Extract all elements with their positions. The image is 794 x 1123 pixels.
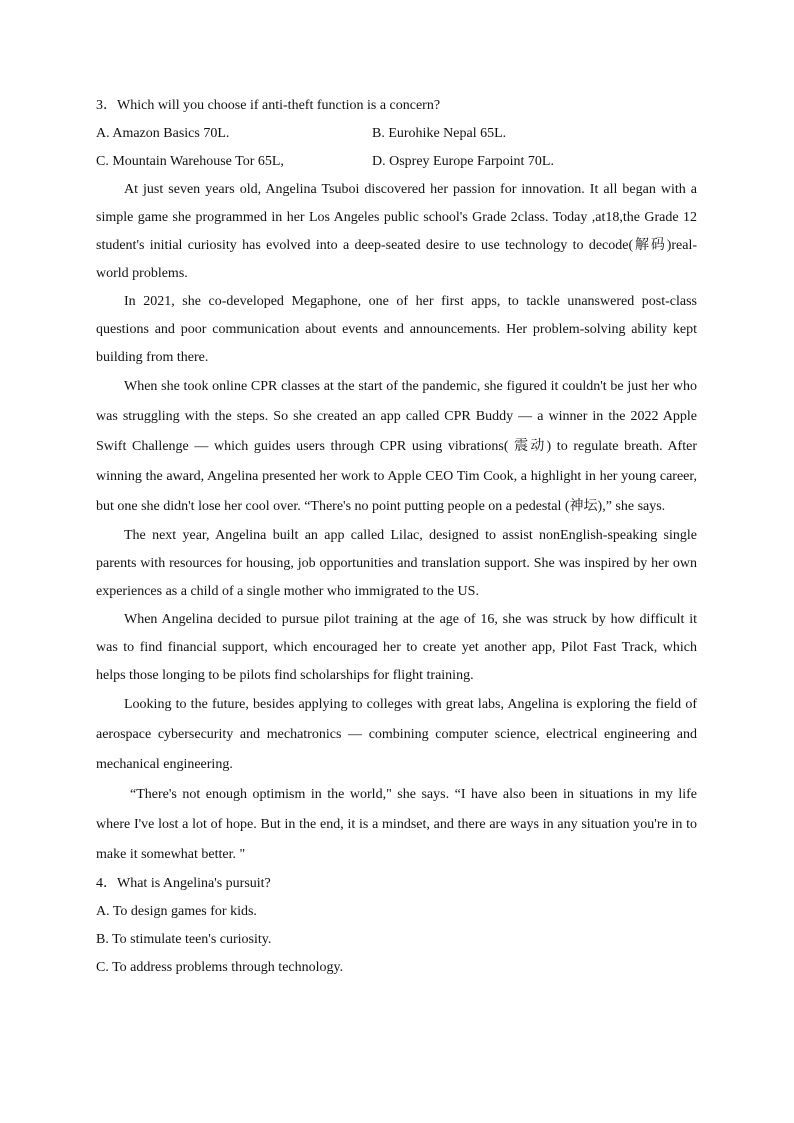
question-4: 4．What is Angelina's pursuit? <box>96 876 271 891</box>
question-3-options-row-1 <box>96 120 697 148</box>
document-page <box>96 92 697 982</box>
passage-paragraph-2: In 2021, she co-developed Megaphone, one of her first apps, to tackle unanswered post-class questions and poor communication about events and announcements. Her problem-solving ability kept building from there. <box>96 294 697 365</box>
passage-paragraph-1: At just seven years old, Angelina Tsuboi discovered her passion for innovation. It all began with a simple game she programmed in her Los Angeles public school's Grade 2class. Today ,at18,the Grade 12 student's initial curiosity has evolved into a deep-seated desire to use technology to decode(解码)real-world problems. <box>96 182 697 281</box>
option-d: D. Osprey Europe Farpoint 70L. <box>372 154 554 169</box>
passage-paragraph-3: When she took online CPR classes at the start of the pandemic, she figured it couldn't be just her who was struggling with the steps. So she created an app called CPR Buddy — a winner in the 2022 Apple Swift Challenge — which guides users through CPR using vibrations( 震动) to regulate breath. After winning the award, Angelina presented her work to Apple CEO Tim Cook, a highlight in her young career, but one she didn't lose her cool over. “There's no point putting people on a pedestal (神坛),” she says. <box>96 379 697 514</box>
question-3: 3．Which will you choose if anti-theft function is a concern? <box>96 98 441 113</box>
passage-paragraph-7: “There's not enough optimism in the world," she says. “I have also been in situations in my life where I've lost a lot of hope. But in the end, it is a mindset, and there are ways in any situation you're in to make it somewhat better. " <box>96 787 697 862</box>
option-b: B. Eurohike Nepal 65L. <box>372 126 507 141</box>
option-a: A. To design games for kids. <box>96 904 257 919</box>
question-3-options-row-2 <box>96 148 697 176</box>
option-b: B. To stimulate teen's curiosity. <box>96 932 272 947</box>
passage-paragraph-4: The next year, Angelina built an app called Lilac, designed to assist nonEnglish-speaking single parents with resources for housing, job opportunities and translation support. She was inspired by her own experiences as a child of a single mother who immigrated to the US. <box>96 528 697 599</box>
option-a: A. Amazon Basics 70L. <box>96 126 230 141</box>
passage-paragraph-6: Looking to the future, besides applying to colleges with great labs, Angelina is exploring the field of aerospace cybersecurity and mechatronics — combining computer science, electrical engineering and mechanical engineering. <box>96 697 697 772</box>
option-c: C. To address problems through technology. <box>96 960 344 975</box>
option-c: C. Mountain Warehouse Tor 65L, <box>96 154 284 169</box>
passage-paragraph-5: When Angelina decided to pursue pilot training at the age of 16, she was struck by how difficult it was to find financial support, which encouraged her to create yet another app, Pilot Fast Track, which helps those longing to be pilots find scholarships for flight training. <box>96 612 697 683</box>
